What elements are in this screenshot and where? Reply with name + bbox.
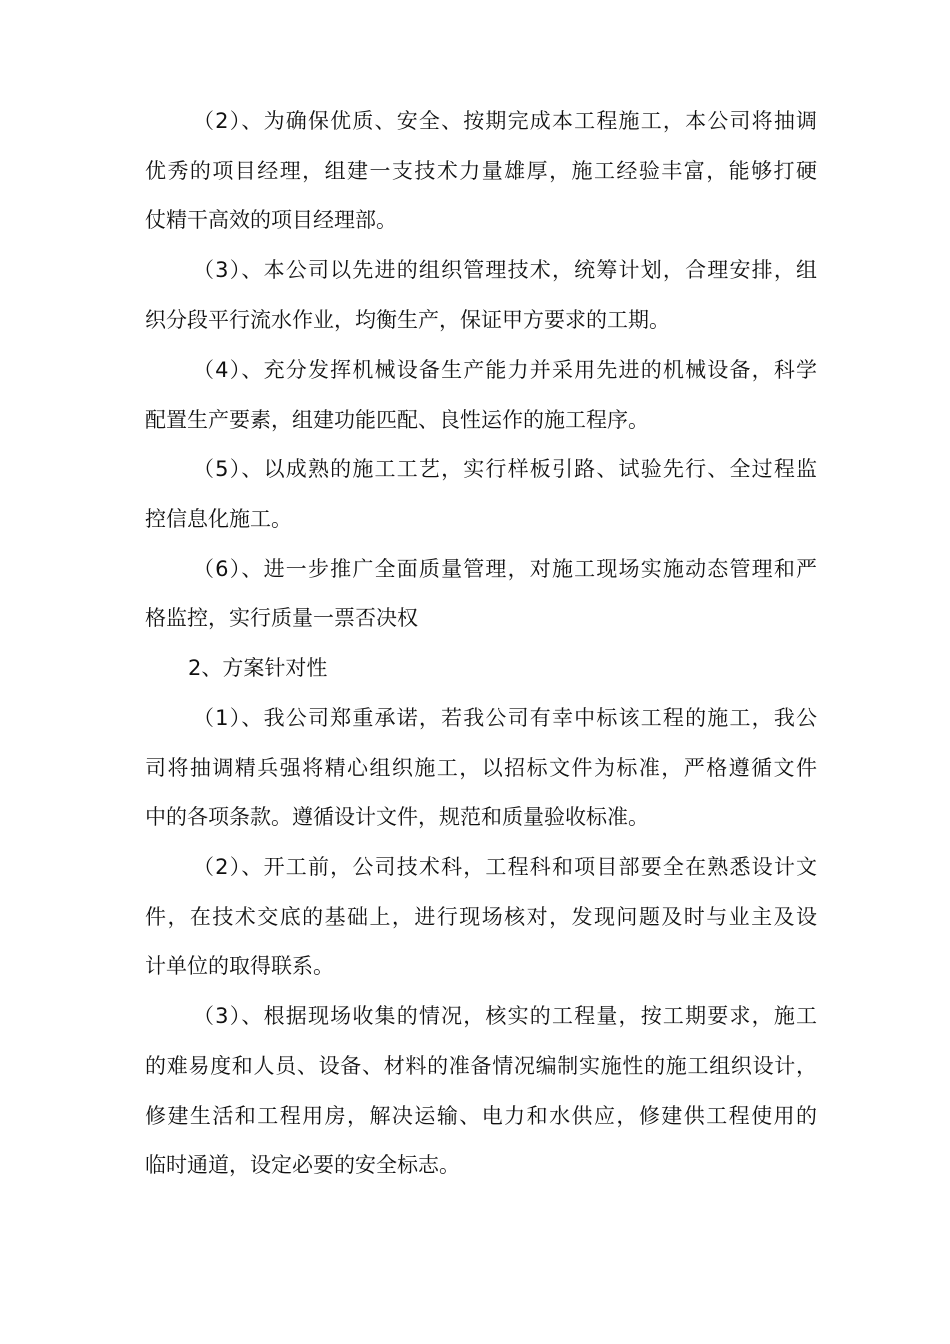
paragraph-s2-2-line-3: 计单位的取得联系。 — [145, 954, 334, 978]
paragraph-s2-1-line-3: 中的各项条款。遵循设计文件，规范和质量验收标准。 — [145, 805, 649, 829]
paragraph-4-line-1: （4）、充分发挥机械设备生产能力并采用先进的机械设备，科学 — [193, 358, 817, 382]
paragraph-6-line-2: 格监控，实行质量一票否决权 — [145, 606, 418, 630]
paragraph-s2-2-line-2: 件，在技术交底的基础上，进行现场核对，发现问题及时与业主及设 — [145, 905, 817, 929]
paragraph-2-line-1: （2）、为确保优质、安全、按期完成本工程施工，本公司将抽调 — [193, 109, 817, 133]
paragraph-4-line-2: 配置生产要素，组建功能匹配、良性运作的施工程序。 — [145, 408, 649, 432]
paragraph-s2-3-line-1: （3）、根据现场收集的情况，核实的工程量，按工期要求，施工 — [193, 1004, 817, 1028]
section-heading: 2、方案针对性 — [188, 656, 328, 680]
paragraph-3-line-2: 织分段平行流水作业，均衡生产，保证甲方要求的工期。 — [145, 308, 670, 332]
paragraph-s2-3-line-3: 修建生活和工程用房，解决运输、电力和水供应，修建供工程使用的 — [145, 1104, 817, 1128]
paragraph-2-line-3: 仗精干高效的项目经理部。 — [145, 208, 397, 232]
paragraph-2-line-2: 优秀的项目经理，组建一支技术力量雄厚，施工经验丰富，能够打硬 — [145, 159, 817, 183]
paragraph-s2-1-line-2: 司将抽调精兵强将精心组织施工，以招标文件为标准，严格遵循文件 — [145, 756, 817, 780]
paragraph-s2-3-line-4: 临时通道，设定必要的安全标志。 — [145, 1153, 460, 1177]
paragraph-3-line-1: （3）、本公司以先进的组织管理技术，统筹计划，合理安排，组 — [193, 258, 817, 282]
paragraph-s2-1-line-1: （1）、我公司郑重承诺，若我公司有幸中标该工程的施工，我公 — [193, 706, 817, 730]
paragraph-s2-3-line-2: 的难易度和人员、设备、材料的准备情况编制实施性的施工组织设计， — [145, 1054, 817, 1078]
paragraph-s2-2-line-1: （2）、开工前，公司技术科，工程科和项目部要全在熟悉设计文 — [193, 855, 817, 879]
paragraph-5-line-2: 控信息化施工。 — [145, 507, 292, 531]
paragraph-6-line-1: （6）、进一步推广全面质量管理，对施工现场实施动态管理和严 — [193, 557, 817, 581]
paragraph-5-line-1: （5）、以成熟的施工工艺，实行样板引路、试验先行、全过程监 — [193, 457, 817, 481]
